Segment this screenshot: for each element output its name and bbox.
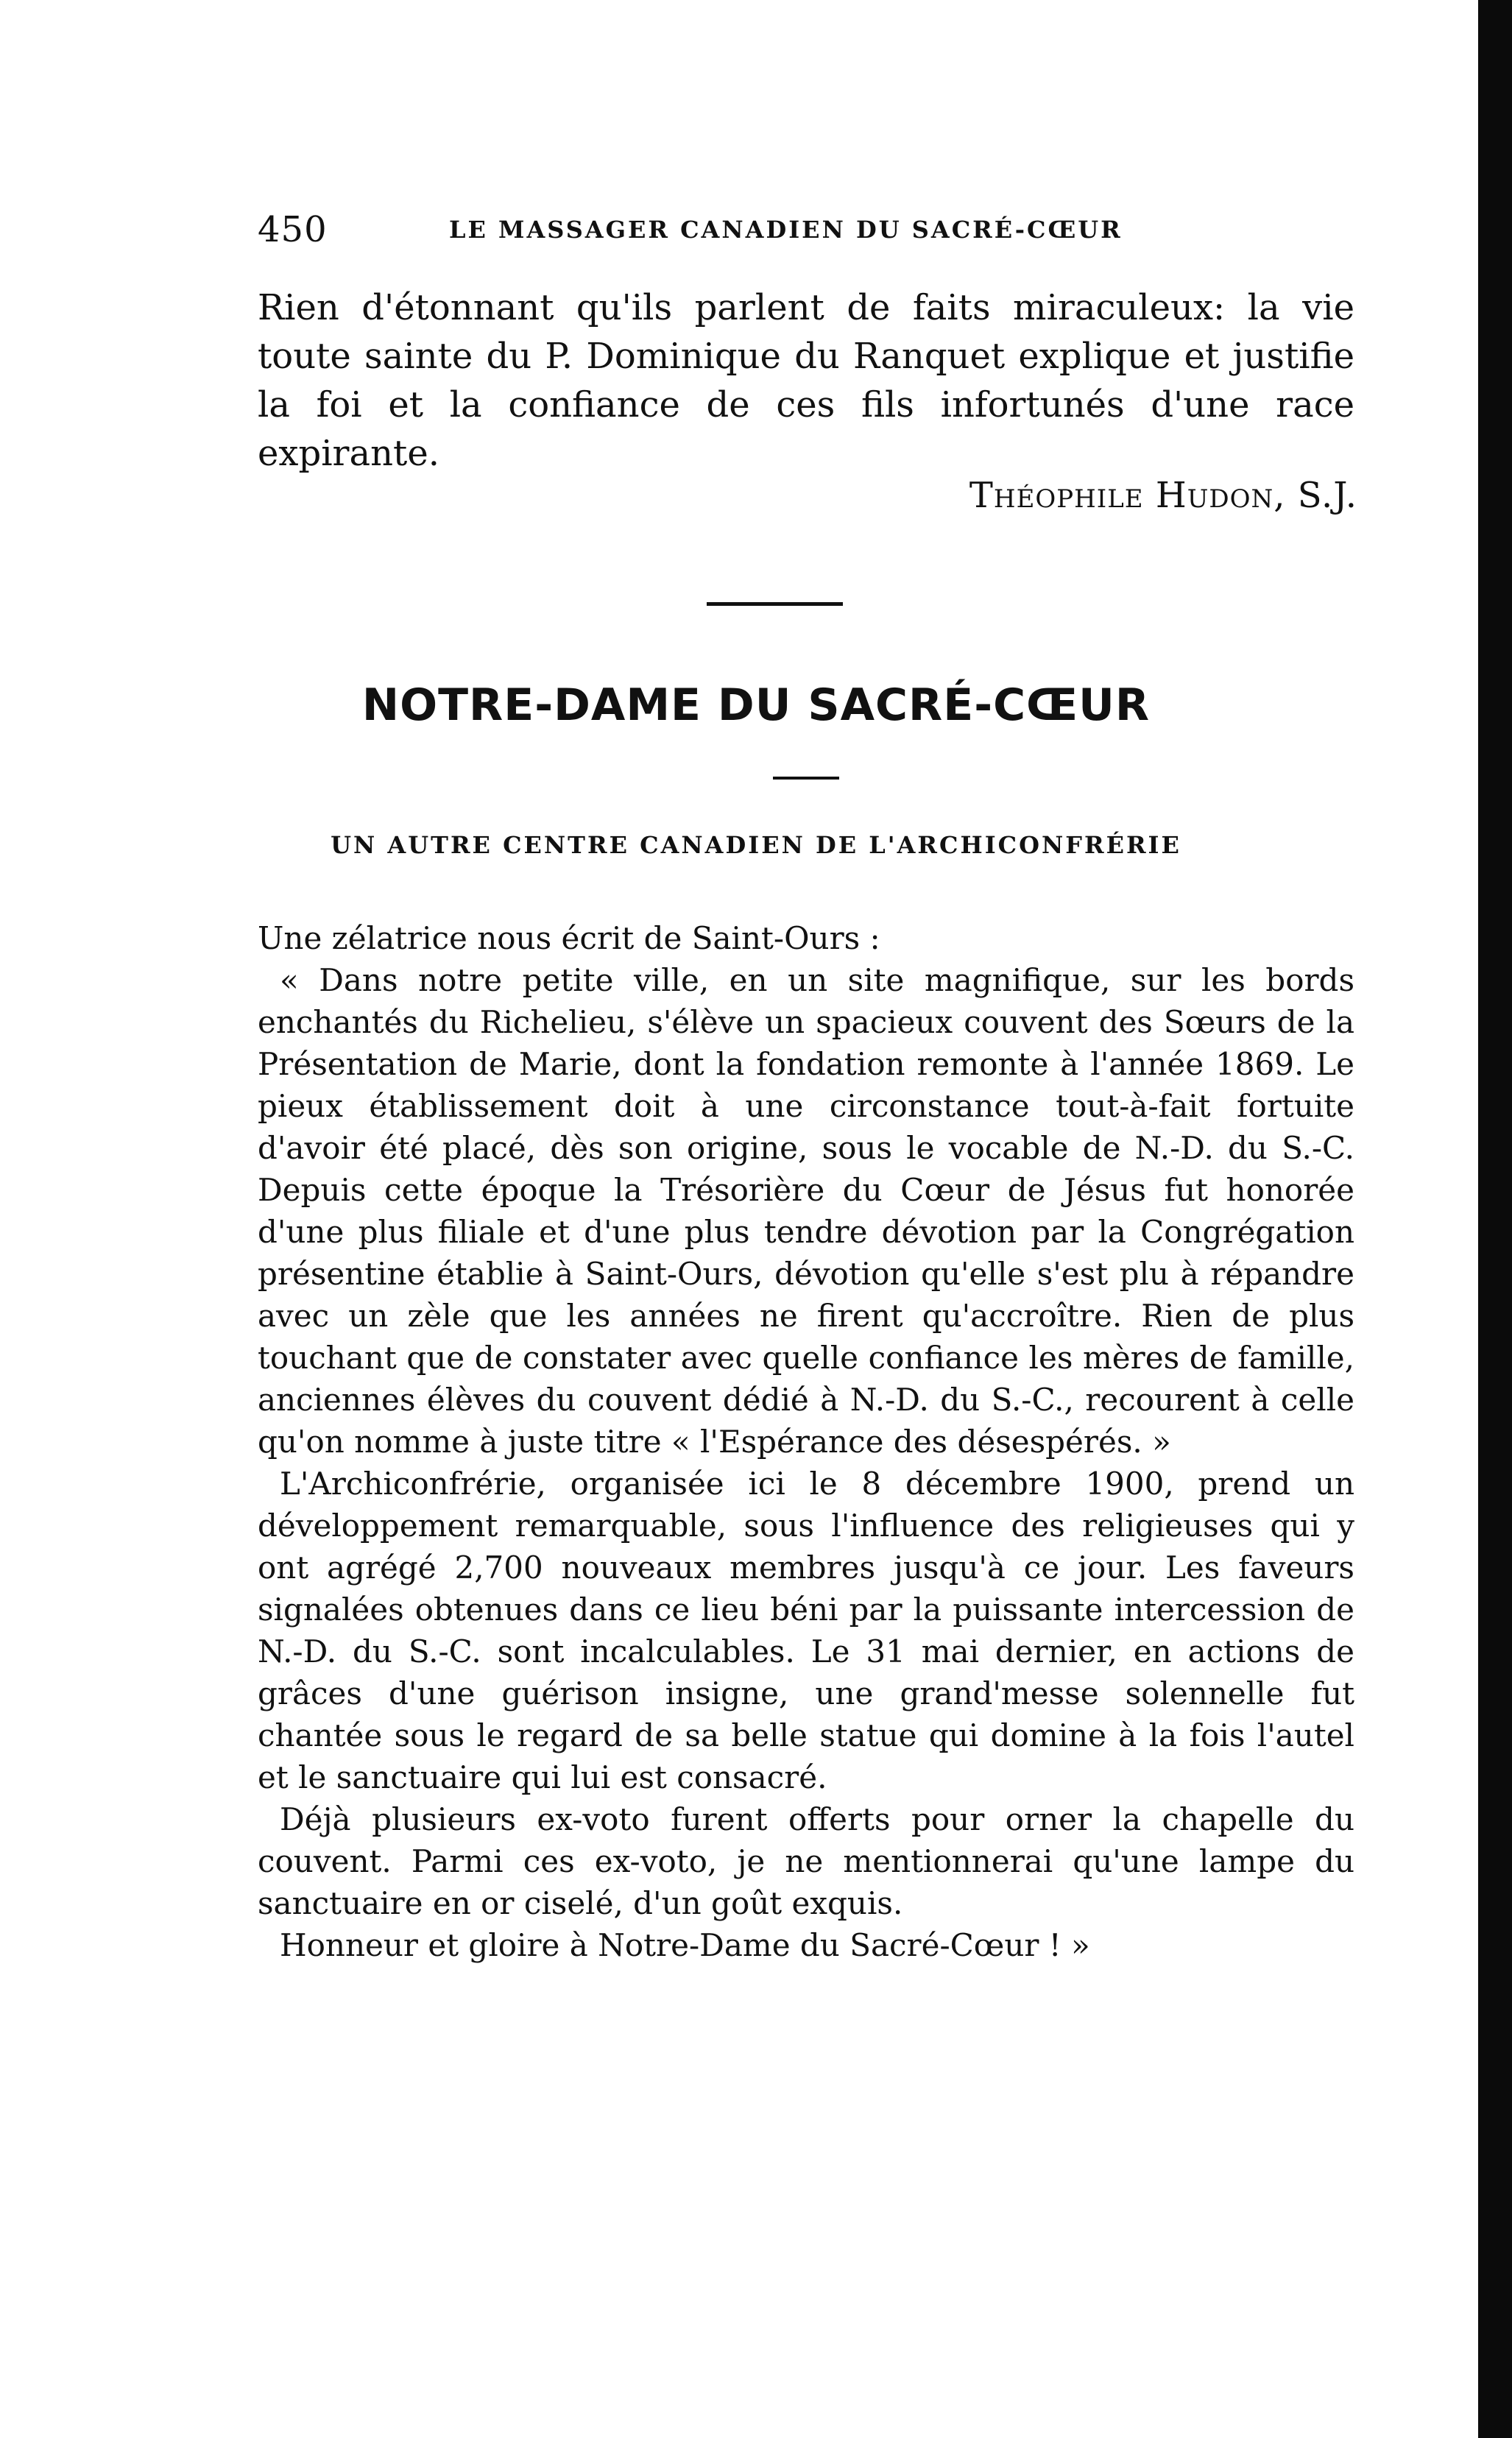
- article-subtitle: UN AUTRE CENTRE CANADIEN DE L'ARCHICONFRÉRIE: [331, 831, 1181, 859]
- body-paragraph: Déjà plusieurs ex-voto furent offerts pour orner la chapelle du couvent. Parmi ces ex-voto, je ne mentionnerai qu'une lampe du sanctuaire en or ciselé, d'un goût exquis.: [258, 1801, 1354, 1921]
- running-title: LE MASSAGER CANADIEN DU SACRÉ-CŒUR: [449, 216, 1123, 244]
- page-number: 450: [258, 209, 328, 250]
- title-underline-rule: [773, 777, 839, 780]
- body-paragraph: L'Archiconfrérie, organisée ici le 8 décembre 1900, prend un développement remarquable, sous l'influence des religieuses qui y ont agrégé 2,700 nouveaux membres jusqu'à ce jour. Les faveurs signalées obtenues dans ce lieu béni par la puissante intercession de N.-D. du S.-C. sont incalculables. Le 31 mai dernier, en actions de grâces d'une guérison insigne, une grand'messe solennelle fut chantée sous le regard de sa belle statue qui domine à la fois l'autel et le sanctuaire qui lui est consacré.: [258, 1466, 1354, 1795]
- binding-edge-shadow: [1478, 0, 1512, 2438]
- body-paragraph-intro: Une zélatrice nous écrit de Saint-Ours :: [258, 920, 880, 956]
- running-head: [258, 208, 1362, 252]
- article-title: NOTRE-DAME DU SACRÉ-CŒUR: [361, 679, 1151, 731]
- article-body: [258, 917, 1354, 1966]
- section-divider-rule: [707, 602, 843, 606]
- previous-article-ending: Rien d'étonnant qu'ils parlent de faits miraculeux: la vie toute sainte du P. Dominique du Ranquet explique et justifie la foi et la confiance de ces fils infortunés d'une race expirante.: [258, 287, 1354, 474]
- author-signature: Théophile Hudon, S.J.: [969, 475, 1357, 516]
- body-paragraph-closing: Honneur et gloire à Notre-Dame du Sacré-Cœur ! »: [280, 1927, 1090, 1963]
- body-paragraph: « Dans notre petite ville, en un site magnifique, sur les bords enchantés du Richelieu, s'élève un spacieux couvent des Sœurs de la Présentation de Marie, dont la fondation remonte à l'année 1869. Le pieux établissement doit à une circonstance tout-à-fait fortuite d'avoir été placé, dès son origine, sous le vocable de N.-D. du S.-C. Depuis cette époque la Trésorière du Cœur de Jésus fut honorée d'une plus filiale et d'une plus tendre dévotion par la Congrégation présentine établie à Saint-Ours, dévotion qu'elle s'est plu à répandre avec un zèle que les années ne firent qu'accroître. Rien de plus touchant que de constater avec quelle confiance les mères de famille, anciennes élèves du couvent dédié à N.-D. du S.-C., recourent à celle qu'on nomme à juste titre « l'Espérance des désespérés. »: [258, 962, 1354, 1460]
